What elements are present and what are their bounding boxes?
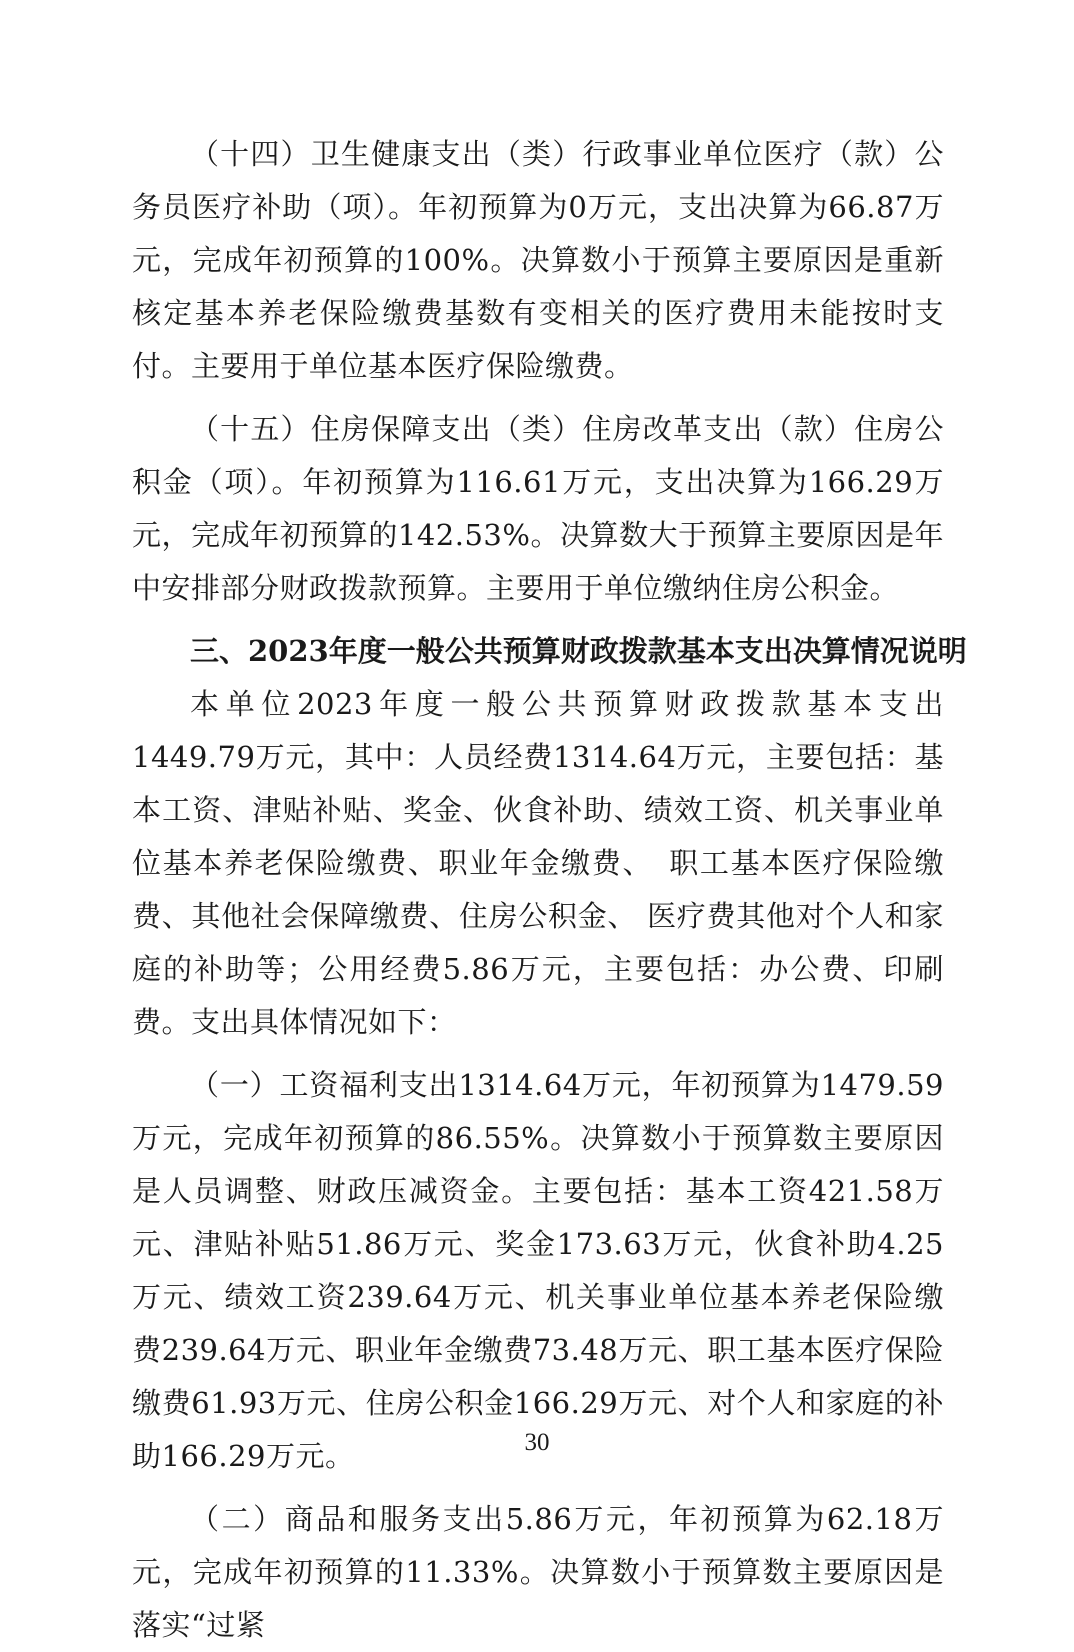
paragraph-gap (132, 1483, 944, 1493)
paragraph-goods-services: （二）商品和服务支出5.86万元，年初预算为62.18万元，完成年初预算的11.33%。决算数小于预算数主要原因是落实“过紧 (132, 1502, 944, 1642)
paragraph-health-expenditure: （十四）卫生健康支出（类）行政事业单位医疗（款）公务员医疗补助（项）。年初预算为0万元，支出决算为66.87万元，完成年初预算的100%。决算数小于预算主要原因是重新核定基本养老保险缴费基数有变相关的医疗费用未能按时支付。主要用于单位基本医疗保险缴费。 (132, 137, 944, 383)
paragraph-gap (132, 1049, 944, 1059)
section-heading-basic-expenditure: 三、2023年度一般公共预算财政拨款基本支出决算情况说明 (190, 634, 967, 668)
paragraph-gap (132, 615, 944, 625)
page-number: 30 (524, 1429, 550, 1456)
paragraph-wages-welfare: （一）工资福利支出1314.64万元，年初预算为1479.59万元，完成年初预算的86.55%。决算数小于预算数主要原因是人员调整、财政压减资金。主要包括：基本工资421.58万元、津贴补贴51.86万元、奖金173.63万元，伙食补助4.25万元、绩效工资239.64万元、机关事业单位基本养老保险缴费239.64万元、职业年金缴费73.48万元、职工基本医疗保险缴费61.93万元、住房公积金166.29万元、对个人和家庭的补助166.29万元。 (132, 1068, 944, 1473)
paragraph-housing-expenditure: （十五）住房保障支出（类）住房改革支出（款）住房公积金（项）。年初预算为116.61万元，支出决算为166.29万元，完成年初预算的142.53%。决算数大于预算主要原因是年中安排部分财政拨款预算。主要用于单位缴纳住房公积金。 (132, 412, 944, 605)
paragraph-basic-expenditure-intro: 本单位2023年度一般公共预算财政拨款基本支出1449.79万元，其中：人员经费1314.64万元，主要包括：基本工资、津贴补贴、奖金、伙食补助、绩效工资、机关事业单位基本养老保险缴费、职业年金缴费、 职工基本医疗保险缴费、其他社会保障缴费、住房公积金、 医疗费其他对个人和家庭的补助等；公用经费5.86万元，主要包括：办公费、印刷费。支出具体情况如下： (132, 687, 944, 1039)
document-body (132, 128, 967, 1652)
paragraph-gap (132, 393, 944, 403)
